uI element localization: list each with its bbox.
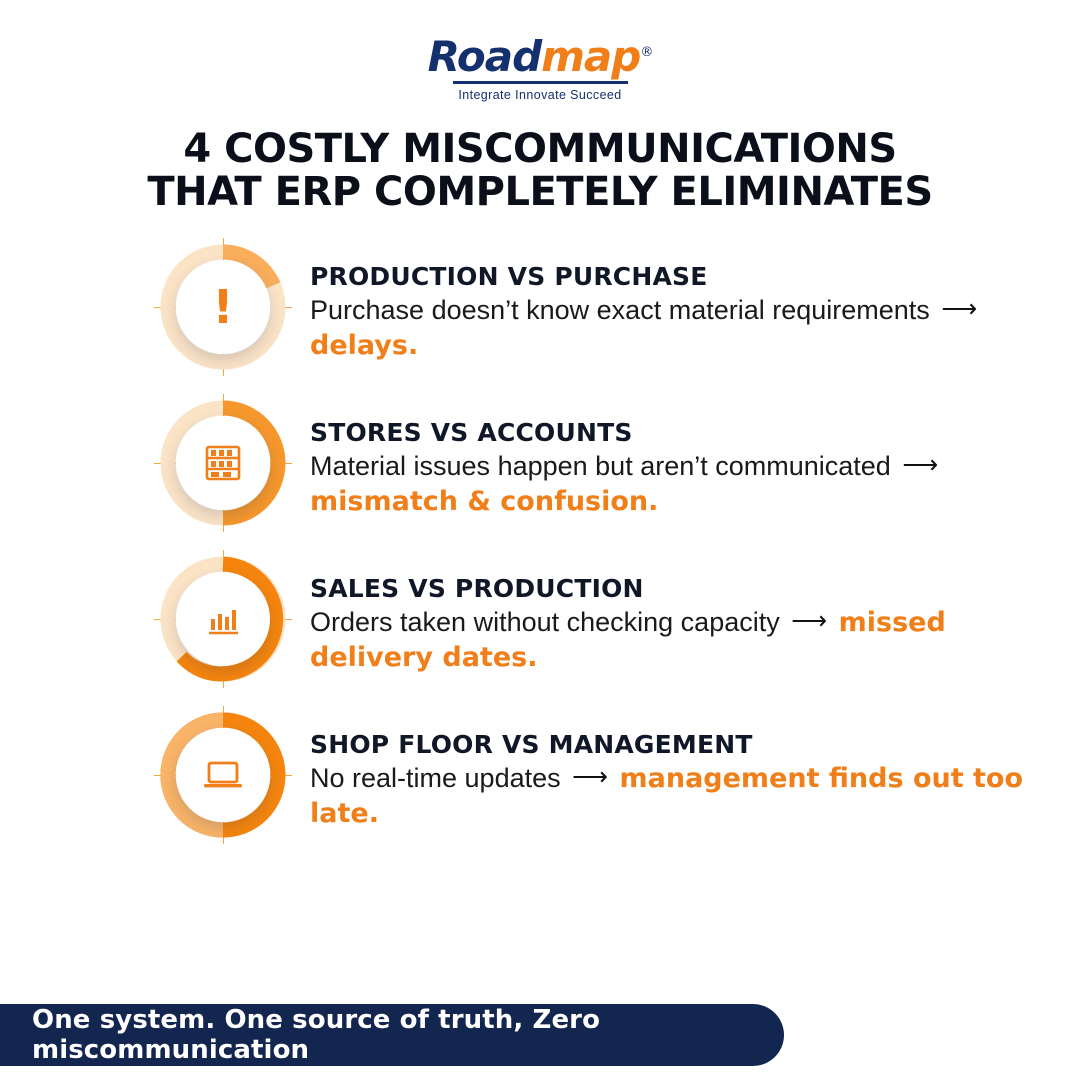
icon-disc (176, 416, 270, 510)
laptop-icon (160, 712, 286, 838)
laptop-glyph (199, 753, 247, 797)
list-item-highlight: delays. (310, 329, 419, 361)
list-item (0, 408, 1080, 526)
list-item-title: PRODUCTION VS PURCHASE (310, 262, 708, 291)
logo-map-text: map (541, 32, 641, 81)
list-item-text (286, 252, 1076, 363)
list-item-body-text: No real-time updates (310, 763, 561, 793)
footer-banner (0, 1004, 784, 1066)
page-title (0, 128, 1080, 214)
exclamation-glyph: ! (212, 280, 234, 334)
chart-glyph (201, 597, 245, 641)
registered-mark-icon: ® (640, 45, 653, 60)
list-item-body (310, 761, 1076, 831)
miscommunication-list (0, 252, 1080, 876)
list-item (0, 720, 1080, 838)
list-item-highlight: mismatch & confusion. (310, 485, 659, 517)
logo-wordmark (427, 32, 653, 81)
icon-disc (176, 728, 270, 822)
exclamation-icon (160, 244, 286, 370)
list-item-text (286, 564, 1076, 675)
list-item-body-text: Orders taken without checking capacity (310, 607, 780, 637)
list-item-body (310, 605, 1076, 675)
list-item-title: STORES VS ACCOUNTS (310, 418, 633, 447)
arrow-icon: ⟶ (941, 295, 978, 323)
list-item (0, 252, 1080, 370)
page-title-line-1: 4 COSTLY MISCOMMUNICATIONS (183, 126, 897, 172)
list-item (0, 564, 1080, 682)
icon-disc (176, 260, 270, 354)
logo-tagline: Integrate Innovate Succeed (458, 88, 622, 102)
logo-underline (453, 81, 628, 84)
list-item-body (310, 449, 1076, 519)
arrow-icon: ⟶ (572, 763, 608, 791)
list-item-highlight: management finds out too late. (310, 763, 1024, 830)
footer-text: One system. One source of truth, Zero miscommunication (32, 1005, 601, 1065)
list-item-highlight: missed delivery dates. (310, 607, 946, 674)
list-item-title: SHOP FLOOR VS MANAGEMENT (310, 730, 753, 759)
shelf-glyph (201, 441, 245, 485)
list-item-body-text: Purchase doesn’t know exact material requirements (310, 295, 930, 325)
page-title-line-2: THAT ERP COMPLETELY ELIMINATES (147, 169, 933, 216)
arrow-icon: ⟶ (902, 451, 939, 479)
list-item-body (310, 293, 1076, 363)
brand-logo (0, 32, 1080, 102)
icon-disc (176, 572, 270, 666)
list-item-text (286, 408, 1076, 519)
list-item-title: SALES VS PRODUCTION (310, 574, 644, 603)
warehouse-shelf-icon (160, 400, 286, 526)
arrow-icon: ⟶ (791, 607, 828, 635)
logo-road-text: Road (427, 32, 542, 81)
bar-chart-icon (160, 556, 286, 682)
list-item-body-text: Material issues happen but aren’t communicated (310, 451, 891, 481)
list-item-text (286, 720, 1076, 831)
